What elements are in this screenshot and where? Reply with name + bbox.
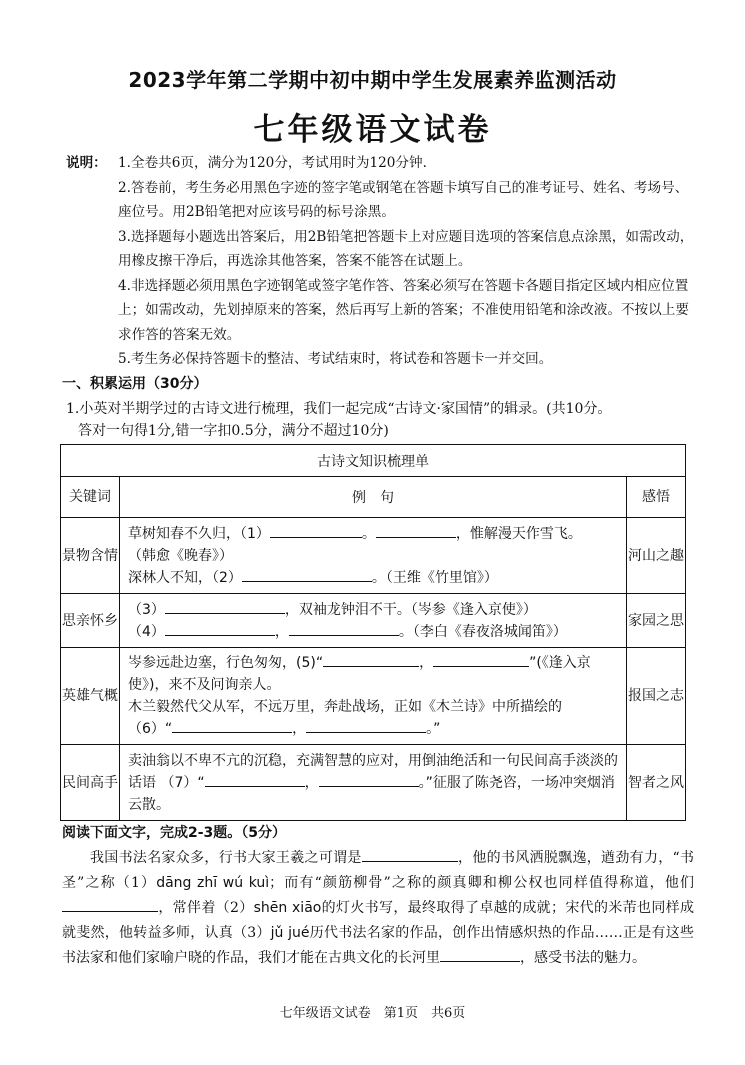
row-example: 卖油翁以不卑不亢的沉稳，充满智慧的应对，用倒油绝活和一句民间高手淡淡的话语 （7）“ ， 。”征服了陈尧咨，一场冲突烟消云散。 [120,745,627,821]
answer-blank[interactable] [205,772,305,787]
table-header-sense: 感悟 [627,477,686,518]
answer-blank[interactable] [289,621,399,636]
answer-blank[interactable] [440,947,520,962]
answer-blank[interactable] [172,718,292,733]
answer-blank[interactable] [242,567,372,582]
question-1 [66,398,696,442]
pinyin-3: jǔ jué [270,925,310,941]
instruction-item: 说明： 1.全卷共6页，满分为120分，考试用时为120分钟. [118,151,696,176]
answer-blank[interactable] [306,718,426,733]
knowledge-table [60,444,686,821]
row-sense: 家园之思 [627,594,686,648]
section-heading: 一、积累运用（30分） [62,376,208,392]
row-keyword: 民间高手 [61,745,120,821]
row-keyword: 景物含情 [61,518,120,594]
answer-blank[interactable] [165,621,275,636]
answer-blank[interactable] [376,523,456,538]
reading-heading: 阅读下面文字，完成2-3题。（5分） [62,825,287,841]
pinyin-2: shēn xiāo [253,900,322,916]
page-footer: 七年级语文试卷 第1页 共6页 [279,1006,466,1021]
exam-subtitle: 七年级语文试卷 [253,112,492,148]
answer-blank[interactable] [165,599,285,614]
row-keyword: 思亲怀乡 [61,594,120,648]
row-example: 岑参远赴边塞，行色匆匆，(5)“ ， ”(《逢入京使》)，来不及问询亲人。 木兰毅然代父从军，不远万里，奔赴战场，正如《木兰诗》中所描绘的 （6）“ ， 。” [120,648,627,745]
answer-blank[interactable] [323,652,419,667]
table-row [61,745,686,821]
table-caption: 古诗文知识梳理单 [61,445,686,477]
instructions [66,151,696,372]
answer-blank[interactable] [62,897,158,912]
table-row [61,594,686,648]
row-sense: 智者之风 [627,745,686,821]
instructions-lead: 说明： [66,155,107,171]
reading-passage: 我国书法名家众多，行书大家王羲之可谓是 ，他的书风洒脱飘逸，遒劲有力，“书圣”之称（1）dāng zhī wú kuì；而有“颜筋柳骨”之称的颜真卿和柳公权也同样值得称道，他们，常伴着（2）shēn xiāo的灯火书写，最终取得了卓越的成就；宋代的米芾也同样成就斐然，他转益多师，认真（3）jǔ jué历代书法名家的作品，创作出情感炽热的作品……正是有这些书法家和他们家喻户晓的作品，我们才能在古典文化的长河里 ，感受书法的魅力。 [62,846,694,971]
instruction-item: 2.答卷前，考生务必用黑色字迹的签字笔或钢笔在答题卡填写自己的准考证号、姓名、考场号、座位号。用2B铅笔把对应该号码的标号涂黑。 [118,179,689,220]
exam-title: 2023学年第二学期中初中期中学生发展素养监测活动 [128,68,617,92]
row-keyword: 英雄气概 [61,648,120,745]
answer-blank[interactable] [433,652,529,667]
row-example: 草树知春不久归，（1） 。 ，惟解漫天作雪飞。 （韩愈《晚春》） 深林人不知，（2） 。（王维《竹里馆》） [120,518,627,594]
pinyin-1: dāng zhī wú kuì [156,875,270,891]
table-row [61,518,686,594]
answer-blank[interactable] [362,847,458,862]
table-row [61,648,686,745]
table-header-example: 例 句 [120,477,627,518]
table-header-keyword: 关键词 [61,477,120,518]
row-sense: 报国之志 [627,648,686,745]
row-sense: 河山之趣 [627,518,686,594]
row-example: （3） ，双袖龙钟泪不干。（岑参《逢入京使》） （4） ， 。（李白《春夜洛城闻笛》） [120,594,627,648]
instruction-item: 5.考生务必保持答题卡的整洁、考试结束时，将试卷和答题卡一并交回。 [118,351,553,367]
answer-blank[interactable] [319,772,419,787]
question-1-line: 答对一句得1分,错一字扣0.5分，满分不超过10分) [78,423,389,439]
instruction-item: 4.非选择题必须用黑色字迹钢笔或签字笔作答、答案必须写在答题卡各题目指定区域内相应位置上；如需改动，先划掉原来的答案，然后再写上新的答案；不准使用铅笔和涂改液。不按以上要求作答的答案无效。 [118,277,689,343]
instruction-item: 3.选择题每小题选出答案后，用2B铅笔把答题卡上对应题目选项的答案信息点涂黑，如需改动，用橡皮擦干净后，再选涂其他答案，答案不能答在试题上。 [118,228,694,269]
question-1-line: 1.小英对半期学过的古诗文进行梳理，我们一起完成“古诗文·家国情”的辑录。(共10分。 [66,401,612,417]
answer-blank[interactable] [270,523,362,538]
